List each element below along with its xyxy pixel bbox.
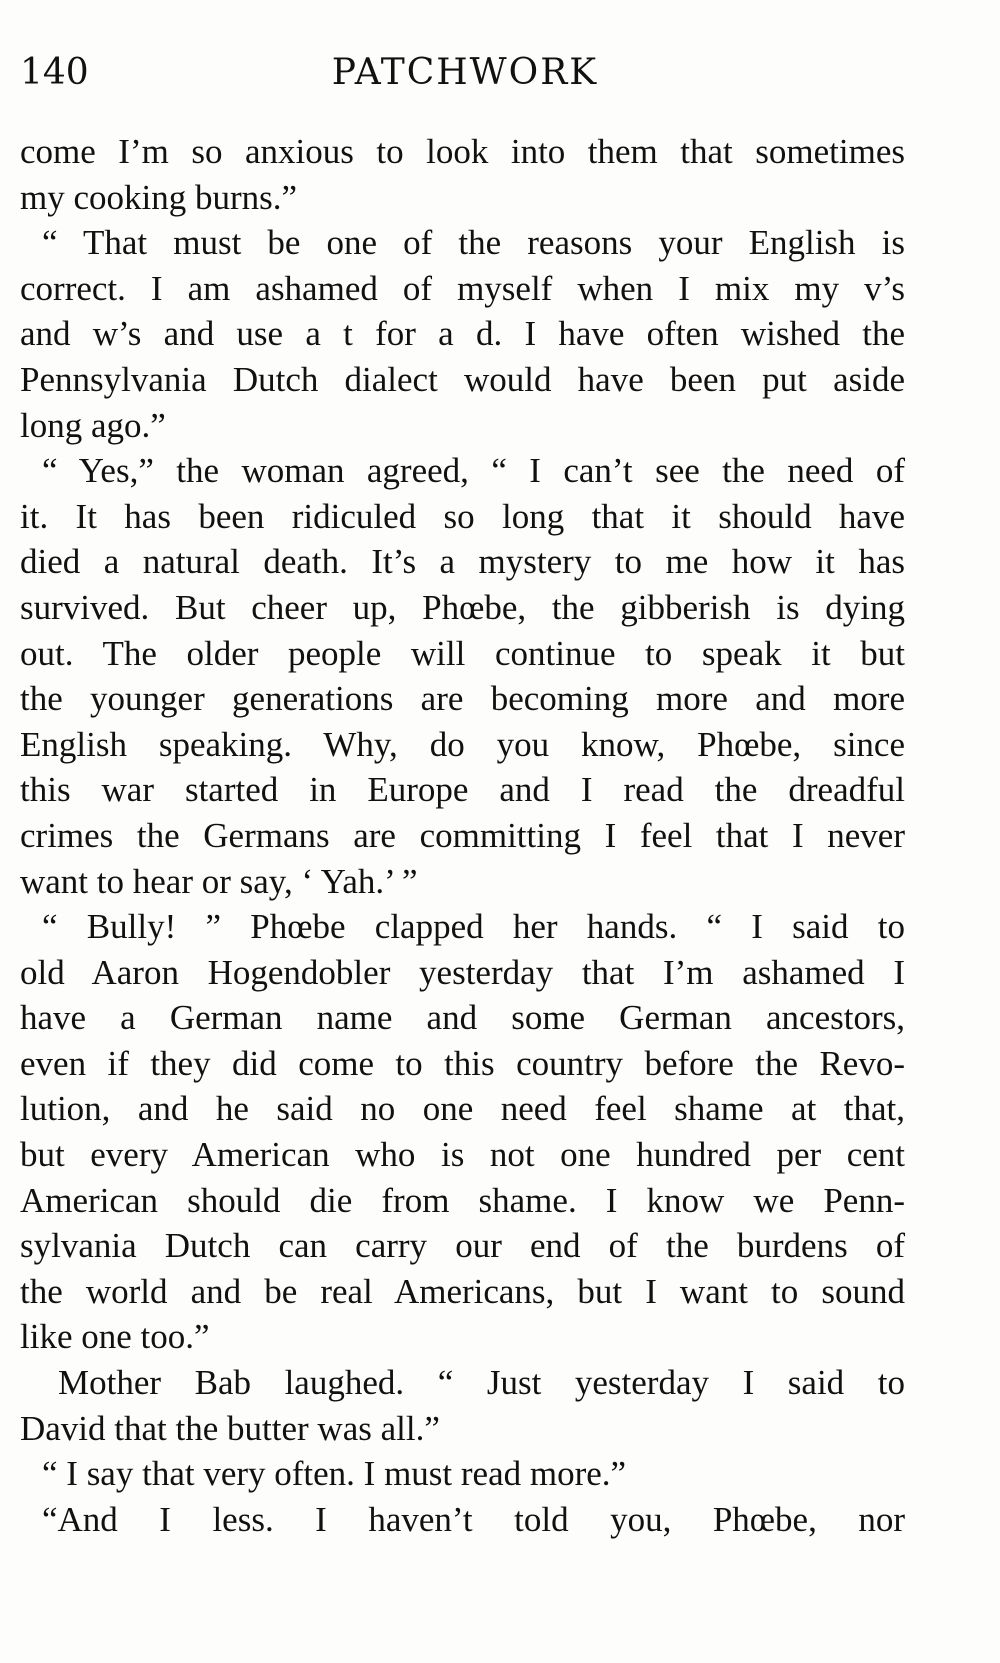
text-line: “ That must be one of the reasons your English is (42, 223, 905, 263)
text-line: and w’s and use a t for a d. I have often wished the (20, 314, 905, 354)
text-line: out. The older people will continue to speak it but (20, 633, 905, 673)
text-line: Pennsylvania Dutch dialect would have been put aside (20, 359, 905, 399)
text-line: this war started in Europe and I read the dreadful (20, 770, 905, 810)
text-line: “ Yes,” the woman agreed, “ I can’t see the need of (42, 451, 905, 491)
text-line: want to hear or say, ‘ Yah.’ ” (20, 861, 418, 901)
text-line: sylvania Dutch can carry our end of the burdens of (20, 1226, 905, 1266)
text-line: even if they did come to this country before the Revo- (20, 1043, 905, 1083)
body-text (20, 129, 905, 1542)
text-line: English speaking. Why, do you know, Phœbe, since (20, 724, 905, 764)
text-line: “And I less. I haven’t told you, Phœbe, nor (42, 1499, 905, 1539)
text-line: the younger generations are becoming more and more (20, 679, 905, 719)
text-line: survived. But cheer up, Phœbe, the gibberish is dying (20, 587, 905, 627)
running-title: PATCHWORK (331, 52, 599, 93)
text-line: crimes the Germans are committing I feel that I never (20, 815, 905, 855)
text-line: “ I say that very often. I must read more.” (42, 1454, 627, 1494)
page-header (20, 52, 910, 102)
text-line: my cooking burns.” (20, 177, 298, 217)
text-line: lution, and he said no one need feel shame at that, (20, 1089, 905, 1129)
text-line: have a German name and some German ancestors, (20, 998, 905, 1038)
text-line: like one too.” (20, 1317, 210, 1357)
page-number: 140 (20, 52, 89, 93)
text-line: the world and be real Americans, but I want to sound (20, 1271, 905, 1311)
text-line: correct. I am ashamed of myself when I mix my v’s (20, 268, 905, 308)
text-line: but every American who is not one hundred per cent (20, 1135, 905, 1175)
text-line: Mother Bab laughed. “ Just yesterday I said to (58, 1363, 905, 1403)
text-line: David that the butter was all.” (20, 1408, 440, 1448)
text-line: long ago.” (20, 405, 166, 445)
text-line: old Aaron Hogendobler yesterday that I’m ashamed I (20, 952, 905, 992)
text-line: died a natural death. It’s a mystery to me how it has (20, 542, 905, 582)
text-line: it. It has been ridiculed so long that it should have (20, 496, 905, 536)
text-line: American should die from shame. I know we Penn- (20, 1180, 905, 1220)
text-line: “ Bully! ” Phœbe clapped her hands. “ I said to (42, 907, 905, 947)
text-line: come I’m so anxious to look into them that sometimes (20, 132, 905, 171)
